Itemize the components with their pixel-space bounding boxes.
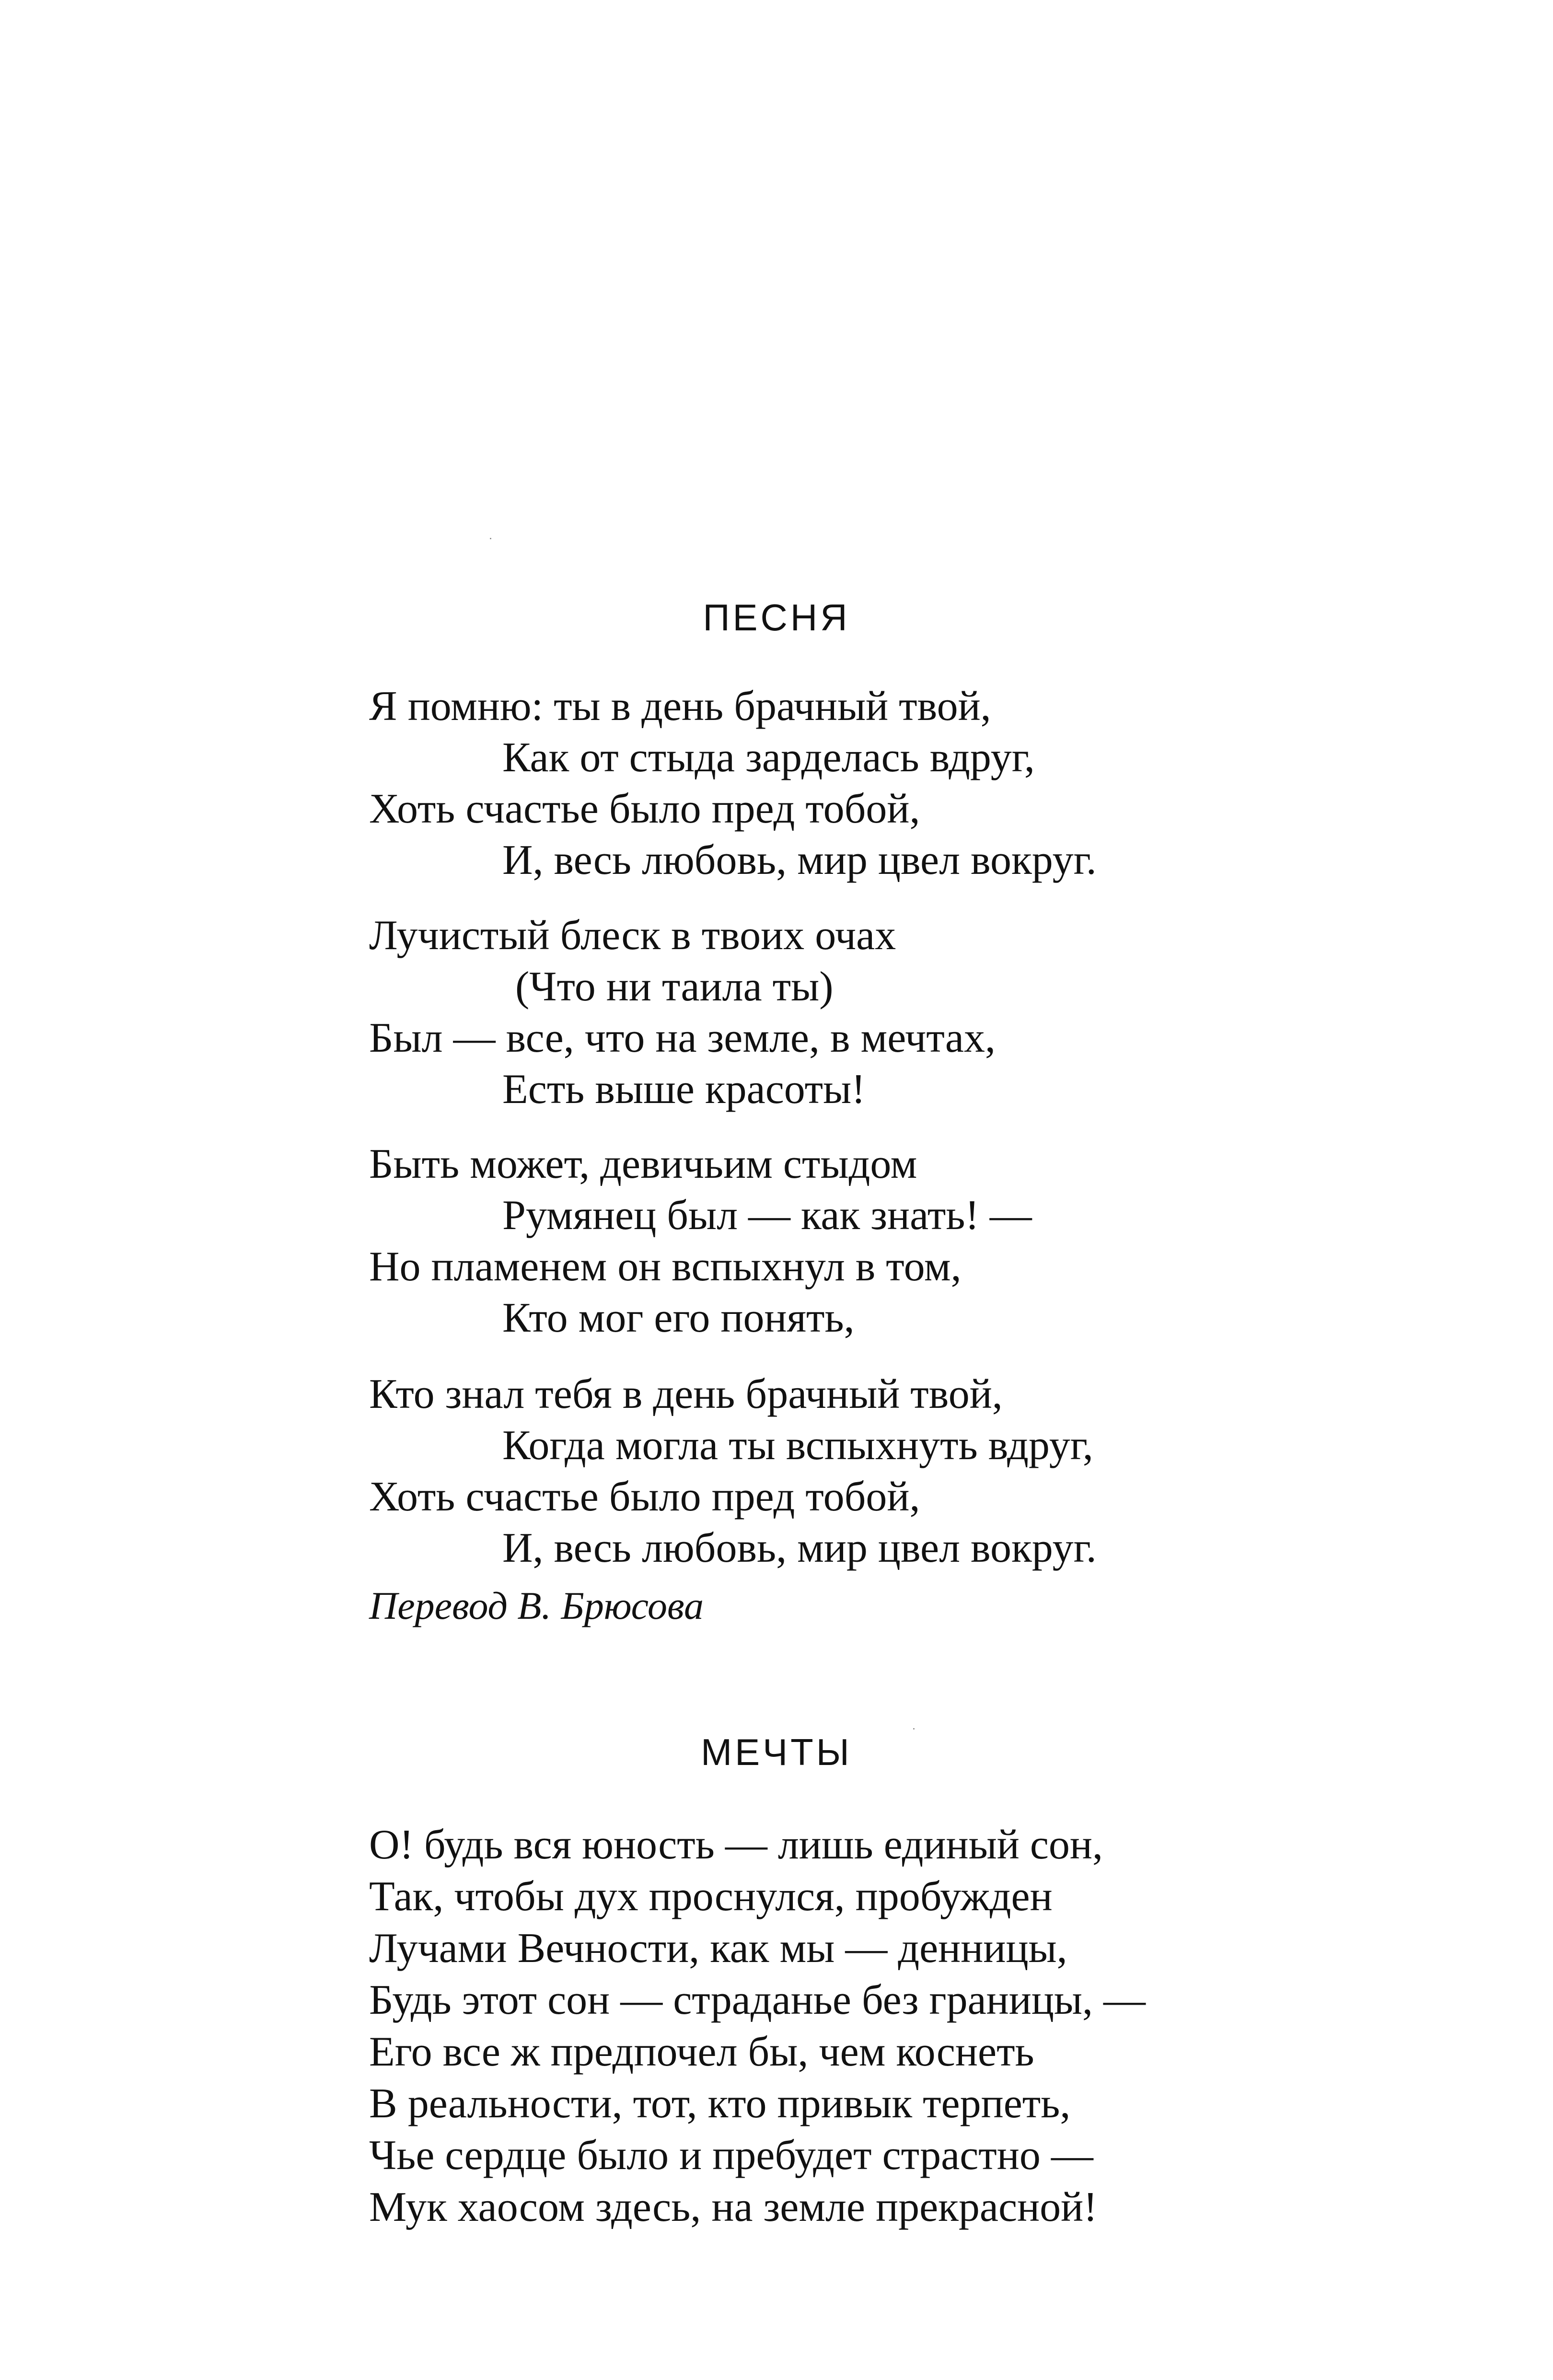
verse-line: Хоть счастье было пред тобой, [369,1474,920,1520]
verse-line: Чье сердце было и пребудет страстно — [369,2132,1093,2179]
verse-line: Я помню: ты в день брачный твой, [369,683,991,730]
poem-title: МЕЧТЫ [701,1731,852,1773]
poem-stanza [369,681,1328,886]
verse-line: Кто знал тебя в день брачный твой, [369,1371,1003,1417]
verse-line: Румянец был — как знать! — [502,1192,1032,1239]
poem-stanza [369,1369,1328,1574]
poem-stanza [369,1138,1328,1344]
poem-title: ПЕСНЯ [703,596,850,639]
verse-line: И, весь любовь, мир цвел вокруг. [502,837,1097,883]
verse-line: Был — все, что на земле, в мечтах, [369,1015,996,1061]
verse-line: Хоть счастье было пред тобой, [369,786,920,832]
translator-credit: Перевод В. Брюсова [369,1584,704,1627]
verse-line: Быть может, девичьим стыдом [369,1141,917,1187]
verse-line: Кто мог его понять, [502,1295,855,1341]
verse-line: Как от стыда зарделась вдруг, [502,734,1035,781]
verse-line: Лучами Вечности, как мы — денницы, [369,1925,1067,1972]
verse-line: (Что ни таила ты) [515,964,834,1010]
verse-line: Есть выше красоты! [502,1066,866,1113]
verse-line: О! будь вся юность — лишь единый сон, [369,1822,1103,1868]
verse-line: Но пламенем он вспыхнул в том, [369,1243,962,1290]
print-speck [490,538,491,539]
verse-line: И, весь любовь, мир цвел вокруг. [502,1525,1097,1571]
verse-line: Лучистый блеск в твоих очах [369,912,896,959]
verse-line: Так, чтобы дух проснулся, пробужден [369,1873,1053,1920]
poem-stanza [369,910,1328,1115]
verse-line: Мук хаосом здесь, на земле прекрасной! [369,2184,1098,2230]
poem-stanza [369,1819,1328,2233]
verse-line: В реальности, тот, кто привык терпеть, [369,2080,1071,2127]
verse-line: Когда могла ты вспыхнуть вдруг, [502,1422,1093,1469]
verse-line: Его все ж предпочел бы, чем коснеть [369,2029,1034,2075]
verse-line: Будь этот сон — страданье без границы, — [369,1977,1146,2023]
